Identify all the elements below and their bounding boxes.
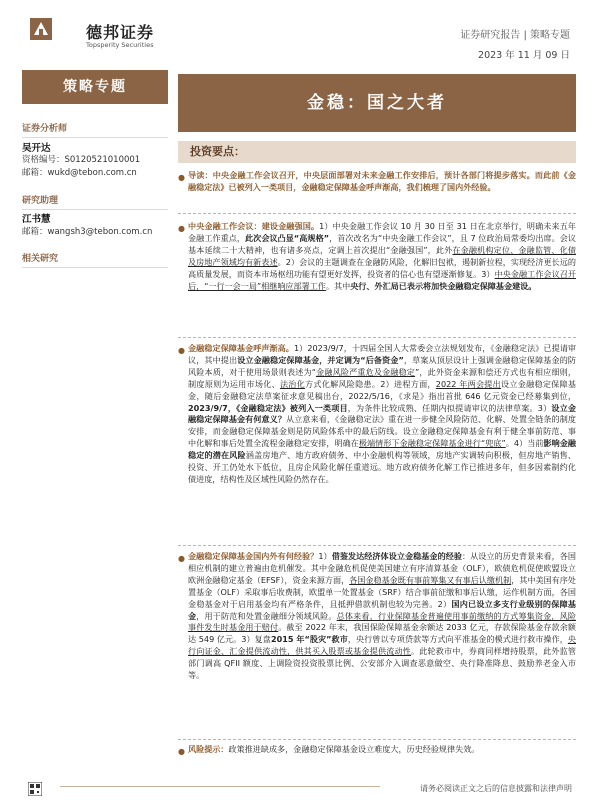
paragraph-domestic-foreign-experience: [188, 551, 576, 682]
divider: [178, 337, 576, 338]
text-run: 1）中央金融工作会议 10 月 30 日至 31 日在北京举行，明确未来五年金融工作重点，: [188, 221, 576, 243]
text-run: 。4）当前: [505, 438, 544, 449]
paragraph-financial-work-conference: [188, 221, 576, 292]
risk-warning-paragraph: [188, 744, 576, 756]
text-run: 涵盖房地产、地方政府债务、中小金融机构等领域，房地产实调转向积极，但房地产销售、投资、开工仍处水下低位，且房企风险化解任重道远。地方政府债务化解工作已推进多年，但多因素制约化债进度，结构性及区域性风险仍然存在。: [188, 450, 576, 484]
text-run: 。其中: [325, 280, 351, 291]
bold-run: 央行、外汇局已表示将加快金融稳定保障基金建设。: [350, 280, 537, 291]
underline-run: 法治化: [279, 378, 306, 389]
intro-lead: 导读：: [188, 170, 213, 180]
paragraph-lead: 金融稳定保障基金呼声渐高。: [188, 343, 294, 353]
analyst-heading: 证券分析师: [22, 121, 168, 138]
underline-run: 总体来看，行业保障基金普遍使用事前缴纳的方式筹集资金，风险事件发生时基金用于赔付: [188, 610, 576, 633]
bullet-icon: ●: [178, 554, 185, 563]
text-run: ”，此外资金来源和偿还方式也有相应细则，制度原则为运用市场化、: [188, 366, 576, 389]
text-run: 1）: [318, 551, 332, 561]
underline-run: 央行向证金、汇金提供流动性，供其买入股票或基金提供流动性: [188, 634, 576, 657]
footer-divider: [60, 786, 380, 787]
underline-run: 中央金融工作会议召开后，“一行一会一局”相继响应部署工作: [188, 268, 576, 291]
brand-name-en: Topsperity Securities: [86, 41, 154, 49]
assistant-name: 江书慧: [22, 214, 51, 225]
text-run: ：从设立的历史背景来看，各国相应机制的建立普遍由危机催发。其中金融危机促使美国建立有序清算基金（OLF），欧债危机促使欧盟设立欧洲金融稳定基金（EFSF），资金来源方面，: [188, 551, 576, 585]
brand-name: 德邦证券: [86, 23, 155, 42]
bold-run: 此次会议凸显“高规格”: [245, 232, 330, 243]
text-run: ，用于防范和处置金融细分领域风险。: [196, 610, 337, 621]
assistant-heading: 研究助理: [22, 193, 168, 210]
bullet-icon: ●: [178, 747, 185, 756]
divider: [178, 213, 576, 214]
investment-points-heading: 投资要点：: [178, 141, 576, 163]
text-run: 方式化解风险隐患。2）进程方面，: [305, 378, 436, 389]
assistant-email[interactable]: 邮箱：wangsh3@tebon.com.cn: [22, 227, 153, 237]
intro-text: 中央金融工作会议召开，中央层面部署对未来金融工作安排后，预计各部门将提步落实。而此前《金融稳定法》已被列入一类项目，金融稳定保障基金呼声渐高，我们梳理了国内外经验。: [188, 170, 576, 192]
analyst-email[interactable]: 邮箱：wukd@tebon.com.cn: [22, 168, 137, 178]
underline-run: 各国金稳基金既有事前筹集又有事后认缴机制: [349, 574, 512, 585]
text-run: 从立意来看，《金融稳定法》重在进一步健全风险防范、化解、处置全链条的制度安排，而金融稳定保障基金则是防风险体系中的最后防线。设立金融稳定保障基金有利于健全事前防范、事中化解和事后处置全流程金融稳定安排，明确在: [188, 414, 576, 449]
bold-run: 2015 年“股灾”救市: [270, 634, 348, 645]
text-run: ，首次改名为“中央金融工作会议”，且 7 位政治局常委均出席。会议基本延续二十大精神，也有诸多亮点，定调上首次提出“金融强国”，此外: [188, 232, 576, 255]
paragraph-stability-fund: [188, 343, 576, 486]
report-type: 证券研究报告 | 策略专题: [460, 30, 570, 41]
text-run: 。此轮救市中，券商同样增持股票，此外监管部门调高 QFII 额度、上调险资投资股票比例、公安部介入调查恶意做空、央行降准降息、鼓励养老金入市等。: [188, 646, 576, 681]
intro-paragraph: [188, 170, 576, 194]
bold-run: 设立金融稳定保障基金有何意义？: [188, 402, 576, 425]
bold-run: 影响金融稳定的潜在风险: [188, 438, 576, 461]
bold-run: 设立金融稳定保障基金，并定调为“后备资金”: [237, 354, 404, 365]
qr-code-icon: [28, 782, 42, 796]
bold-run: 国内已设立多支行业级别的保障基金: [188, 598, 576, 621]
text-run: ，草案从顶层设计上强调金融稳定保障基金的防风险本质，对于使用场景则表述为“: [188, 354, 576, 377]
bold-run: 2023/9/7，《金融稳定法》被列入一类项目: [188, 402, 348, 413]
related-research-heading: 相关研究: [22, 251, 168, 268]
tebon-logo-icon: [30, 18, 52, 40]
bullet-icon: ●: [178, 224, 185, 233]
underline-run: 极端情形下金融稳定保障基金进行“兜底”: [358, 438, 506, 449]
text-run: ，其中美国有序处置基金（OLF）采取事后收费制，欧盟单一处置基金（SRF）结合事前征缴和事后认缴，运作机制方面，各国金稳基金对于启用基金均有严格条件，且抵押借款机制也较为完善。2）: [188, 574, 576, 609]
analyst-name: 吴开达: [22, 143, 51, 154]
legal-disclaimer: 请务必阅读正文之后的信息披露和法律声明: [420, 784, 572, 793]
underline-run: 在金融机构定位、金融监管、化债及房地产领域均有新表述: [188, 244, 576, 267]
section-label: 策略专题: [22, 70, 168, 104]
analyst-cert: 资格编号：S0120521010001: [22, 155, 141, 165]
report-date: 2023 年 11 月 09 日: [478, 50, 570, 61]
text-run: ，央行曾以专项贷款等方式向平准基金的模式进行救市操作，: [347, 634, 568, 645]
report-title: 金稳：国之大者: [178, 74, 576, 132]
paragraph-lead: 金融稳定保障基金国内外有何经验？: [188, 551, 319, 561]
text-run: 1）2023/9/7，十四届全国人大常委会立法规划发布，《金融稳定法》已提请审议，其中提出: [188, 343, 576, 365]
text-run: ，为条件比较成熟、任期内拟提请审议的法律草案。3）: [347, 402, 552, 413]
bullet-icon: ●: [178, 346, 185, 355]
underline-run: 2022 年两会提出: [435, 378, 502, 389]
paragraph-lead: 中央金融工作会议：建设金融强国。: [188, 221, 320, 231]
risk-lead: 风险提示：: [188, 744, 229, 754]
underline-run: 金融风险严重危及金融稳定: [315, 366, 416, 377]
bold-run: 借鉴发达经济体设立金稳基金的经验: [331, 551, 463, 561]
text-run: 。截至 2022 年末，我国保险保障基金余额达 2033 亿元，存款保险基金存款余额达 549 亿元。3）复盘: [188, 622, 576, 645]
text-run: 设立金融稳定保障基金，随后金融稳定法草案征求意见稿出台，2022/5/16，《求是》指出首批 646 亿元资金已经募集到位，: [188, 378, 576, 401]
risk-text: 政策推进缺成多，金融稳定保障基金设立难度大，历史经验规律失效。: [228, 744, 480, 754]
text-run: 。2）会议的主题调查在金融防风险，化解旧包袱，遏制新拉程，实现经济更长远的高质量发展，而资本市场枢纽功能有望更好发挥，投资者的信心也有望逐渐修复。3）: [188, 256, 576, 279]
divider: [178, 739, 576, 740]
bullet-icon: ●: [178, 173, 185, 182]
divider: [178, 545, 576, 546]
